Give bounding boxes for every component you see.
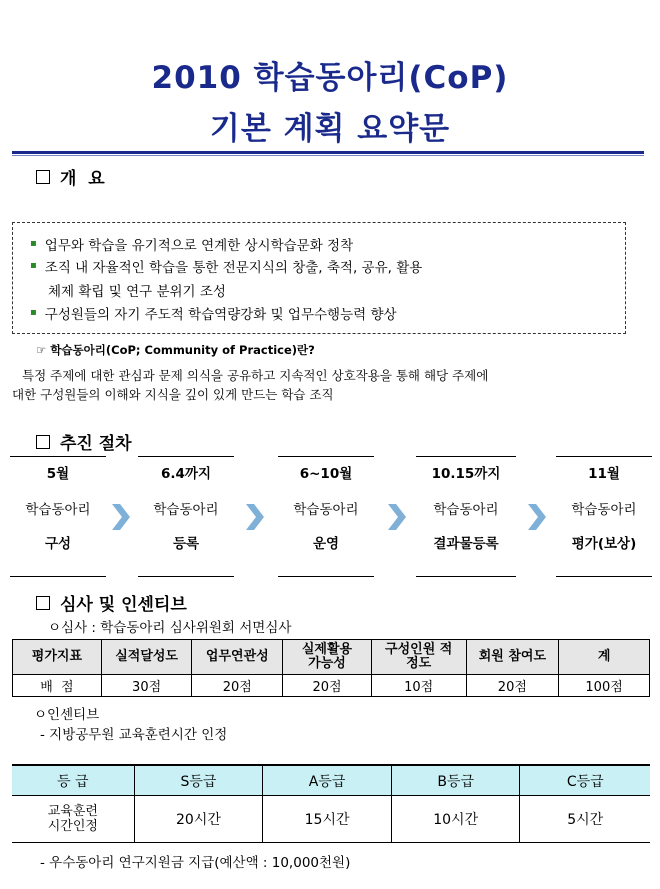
table-header-text: 구성인원 적 정도 [385, 642, 453, 671]
procedure-step [416, 456, 516, 577]
table-cell: 20점 [283, 675, 372, 697]
step-date: 6.4까지 [138, 456, 234, 482]
incentive-item-training: - 지방공무원 교육훈련시간 인정 [40, 727, 228, 743]
checkbox-square-icon [36, 596, 50, 610]
table-row [13, 675, 650, 697]
procedure-step [278, 456, 374, 577]
bullet-dot-icon: ▪ [30, 238, 37, 249]
section-procedure-title: 추진 절차 [60, 434, 132, 454]
bullet-dot-icon: ▪ [30, 260, 37, 271]
step-date: 5월 [10, 456, 106, 482]
section-overview-heading [36, 164, 105, 189]
score-table-header-row [13, 640, 650, 675]
cop-note-label-text: 학습동아리(CoP; Community of Practice)란? [50, 343, 315, 357]
overview-bullet-text: 구성원들의 자기 주도적 학습역량강화 및 업무수행능력 향상 [44, 307, 397, 323]
pointing-hand-icon: ☞ [36, 343, 47, 357]
step-bottom-rule [556, 552, 652, 577]
table-header-cell: 회원 참여도 [466, 640, 559, 675]
step-label: 학습동아리 [25, 502, 91, 518]
step-bottom-rule [138, 552, 234, 577]
table-header-cell: B등급 [391, 765, 520, 796]
table-cell: 20시간 [134, 796, 263, 843]
overview-bullet [30, 256, 422, 276]
step-bottom-rule [10, 552, 106, 577]
step-date: 10.15까지 [416, 456, 516, 482]
step-date: 6~10월 [278, 456, 374, 482]
table-cell: 100점 [559, 675, 650, 697]
step-date: 11월 [556, 456, 652, 482]
checkbox-square-icon [36, 435, 50, 449]
table-header-cell: 실적달성도 [101, 640, 192, 675]
grade-table [12, 764, 650, 843]
step-bottom-rule [278, 552, 374, 577]
step-action: 운영 [312, 536, 340, 552]
step-action: 결과물등록 [433, 536, 499, 552]
table-header-cell [283, 640, 372, 675]
table-cell: 30점 [101, 675, 192, 697]
table-cell: 15시간 [263, 796, 392, 843]
table-cell: 10점 [371, 675, 466, 697]
table-header-cell [371, 640, 466, 675]
table-cell: 20점 [192, 675, 283, 697]
table-header-cell: 등 급 [12, 765, 134, 796]
page-title-line1: 2010 학습동아리(CoP) [151, 60, 509, 96]
step-action: 평가(보상) [571, 536, 637, 552]
overview-bullet-continued: 체제 확립 및 연구 분위기 조성 [48, 284, 226, 300]
overview-bullet-text: 조직 내 자율적인 학습을 통한 전문지식의 창출, 축적, 공유, 활용 [44, 260, 423, 276]
checkbox-square-icon [36, 170, 50, 184]
table-cell: 10시간 [391, 796, 520, 843]
chevron-right-icon [386, 504, 408, 530]
table-cell [12, 796, 134, 843]
step-label: 학습동아리 [293, 502, 359, 518]
table-header-cell: A등급 [263, 765, 392, 796]
overview-bullet-text: 업무와 학습을 유기적으로 연계한 상시학습문화 정착 [44, 238, 354, 254]
overview-bullet [30, 234, 353, 254]
incentive-item-fund: - 우수동아리 연구지원금 지급(예산액 : 10,000천원) [40, 855, 351, 871]
cop-note-label [36, 342, 315, 358]
cop-definition-line1: 특정 주제에 대한 관심과 문제 의식을 공유하고 지속적인 상호작용을 통해 해당 주제에 [22, 368, 489, 383]
procedure-step [556, 456, 652, 577]
section-procedure-heading [36, 429, 132, 454]
table-header-cell: 계 [559, 640, 650, 675]
table-cell: 5시간 [520, 796, 650, 843]
title-rule [12, 151, 644, 154]
bullet-dot-icon: ▪ [30, 307, 37, 318]
chevron-right-icon [526, 504, 548, 530]
section-review-title: 심사 및 인센티브 [60, 595, 187, 615]
procedure-step [138, 456, 234, 577]
table-cell: 20점 [466, 675, 559, 697]
table-header-cell: 업무연관성 [192, 640, 283, 675]
procedure-step [10, 456, 106, 577]
section-overview-title: 개 요 [60, 169, 105, 189]
page-title-line2: 기본 계획 요약문 [209, 111, 451, 147]
overview-bullet [30, 303, 397, 323]
step-bottom-rule [416, 552, 516, 577]
section-review-heading [36, 590, 187, 615]
step-label: 학습동아리 [433, 502, 499, 518]
table-header-cell: C등급 [520, 765, 650, 796]
table-header-text: 실제활용 가능성 [301, 642, 353, 671]
incentive-label: ㅇ인센티브 [34, 707, 100, 723]
grade-table-header-row [12, 765, 650, 796]
table-row [12, 796, 650, 843]
table-header-cell: S등급 [134, 765, 263, 796]
cop-definition-line2: 대한 구성원들의 이해와 지식을 깊이 있게 만드는 학습 조직 [12, 387, 334, 402]
step-label: 학습동아리 [571, 502, 637, 518]
table-cell: 배 점 [13, 675, 102, 697]
step-label: 학습동아리 [153, 502, 219, 518]
step-action: 구성 [44, 536, 72, 552]
review-method: ㅇ심사 : 학습동아리 심사위원회 서면심사 [48, 620, 292, 636]
step-action: 등록 [172, 536, 200, 552]
table-header-cell: 평가지표 [13, 640, 102, 675]
chevron-right-icon [110, 504, 132, 530]
chevron-right-icon [244, 504, 266, 530]
table-cell-text: 교육훈련 시간인정 [47, 804, 98, 834]
title-rule-thin [12, 155, 644, 156]
score-table [12, 639, 650, 697]
